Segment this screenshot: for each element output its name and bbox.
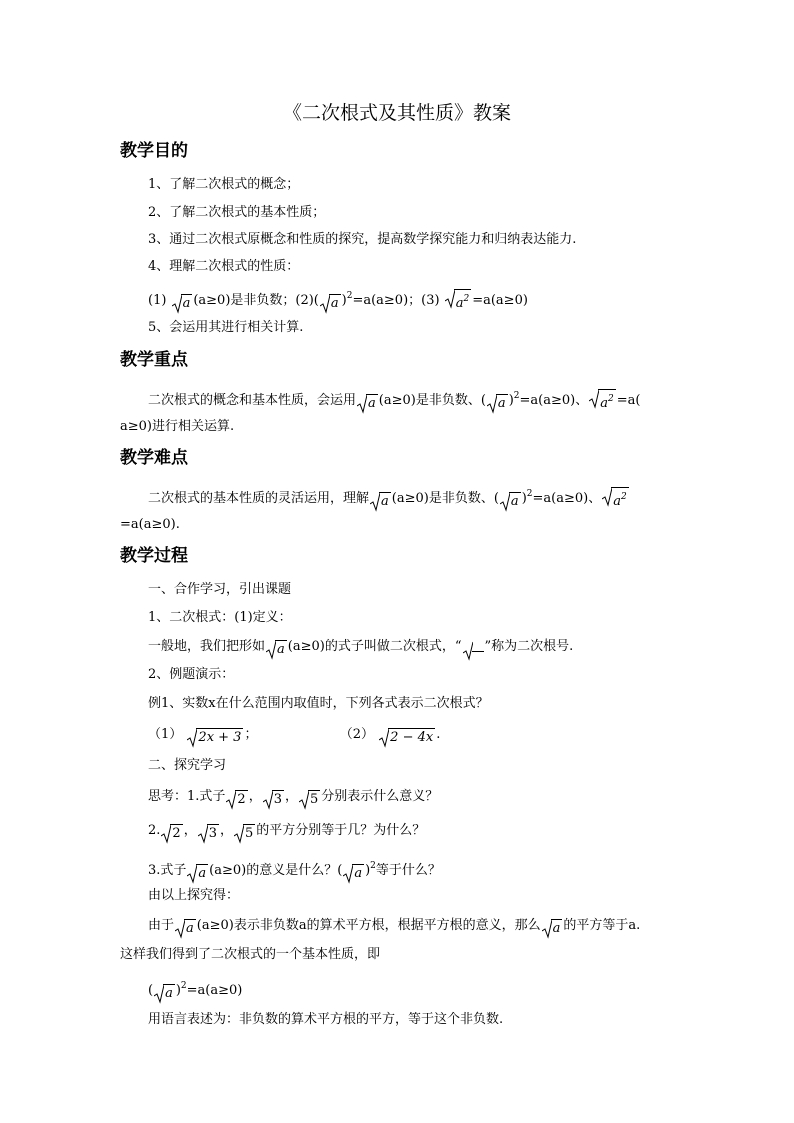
comma: ， — [248, 789, 262, 804]
formula-text: =a(a≥0) — [186, 983, 243, 998]
think3-text-3: 等于什么？ — [375, 863, 441, 878]
key-text-1: 二次根式的概念和基本性质，会运用 — [148, 393, 357, 408]
process-think-3 — [148, 857, 441, 883]
think2-text-1: 2. — [148, 823, 161, 838]
exponent: 2 — [370, 861, 376, 871]
process-step-1: 一、合作学习，引出课题 — [148, 582, 292, 597]
goal-4-part-1: (1) — [148, 293, 167, 308]
reasoning-text-2: (a≥0)表示非负数a的算术平方根，根据平方根的意义，那么 — [196, 918, 541, 933]
key-line-1 — [148, 387, 640, 413]
goal-4-part-4: =a(a≥0) — [472, 293, 528, 308]
exponent: 2 — [526, 489, 533, 499]
sqrt-symbol: a — [487, 394, 508, 413]
goal-4: 4、理解二次根式的性质： — [148, 259, 300, 274]
comma: ， — [219, 823, 233, 838]
sqrt-symbol: 2 — [226, 790, 247, 809]
sqrt-symbol: 5 — [299, 790, 320, 809]
definition-text-3: ”称为二次根号. — [484, 639, 574, 654]
process-step-2: 二、探究学习 — [148, 758, 227, 773]
exponent: 2 — [346, 291, 353, 301]
process-example-1: 例1、实数x在什么范围内取值时，下列各式表示二次根式？ — [148, 696, 489, 711]
heading-process: 教学过程 — [120, 546, 188, 566]
sqrt-symbol: 5 — [234, 824, 255, 843]
difficult-text-3: =a(a≥0)、 — [532, 491, 602, 506]
sqrt-symbol: a — [357, 394, 378, 413]
radicand-base: a — [455, 296, 464, 311]
reasoning-text-3: 的平方等于a. — [563, 918, 641, 933]
think2-text-2: 的平方分别等于几？为什么？ — [256, 823, 426, 838]
process-think-2 — [148, 822, 425, 843]
paren-close: ) — [365, 863, 371, 878]
comma: ， — [284, 789, 298, 804]
radicand-base: a — [600, 396, 608, 411]
example-label-1: （1） — [148, 727, 183, 742]
process-think-1 — [148, 788, 438, 809]
think-text-1: 思考：1.式子 — [148, 789, 226, 804]
sqrt-symbol: a — [542, 919, 563, 938]
definition-text-2: (a≥0)的式子叫做二次根式，“ — [287, 639, 462, 654]
heading-goals: 教学目的 — [120, 141, 188, 161]
radicand-exponent: 2 — [620, 492, 627, 502]
definition-text-1: 一般地，我们把形如 — [148, 639, 266, 654]
think-text-2: 分别表示什么意义？ — [321, 789, 439, 804]
process-example-title: 2、例题演示： — [148, 667, 235, 682]
heading-key: 教学重点 — [120, 350, 188, 370]
sqrt-symbol: a — [172, 294, 193, 313]
page-title: 《二次根式及其性质》教案 — [282, 102, 511, 124]
sqrt-symbol: 2x + 3 — [187, 728, 243, 747]
reasoning-text-1: 由于 — [148, 918, 175, 933]
key-line-2: a≥0)进行相关运算. — [120, 419, 235, 434]
goal-5: 5、会运用其进行相关计算. — [148, 320, 304, 335]
example-label-2: （2） — [339, 727, 375, 742]
difficult-line-1 — [148, 485, 630, 511]
sqrt-symbol — [602, 487, 629, 509]
key-text-4: =a( — [616, 393, 641, 408]
goal-2: 2、了解二次根式的基本性质； — [148, 205, 326, 220]
paren-close: ) — [508, 393, 514, 408]
heading-difficult: 教学难点 — [120, 448, 188, 468]
process-conclusion-intro: 由以上探究得： — [148, 888, 240, 903]
process-property-formula — [148, 977, 242, 1003]
goal-3: 3、通过二次根式原概念和性质的探究，提高数学探究能力和归纳表达能力. — [148, 232, 577, 247]
radicand-base: a — [613, 494, 621, 509]
example-end: . — [436, 727, 441, 742]
process-verbal-statement: 用语言表述为：非负数的算术平方根的平方，等于这个非负数. — [148, 1012, 504, 1027]
sqrt-symbol: 2 — [161, 824, 182, 843]
comma: ， — [183, 823, 197, 838]
exponent: 2 — [513, 391, 520, 401]
radicand-exponent: 2 — [463, 294, 470, 304]
difficult-line-2: =a(a≥0). — [120, 517, 180, 532]
goal-4-properties — [148, 287, 528, 313]
difficult-text-2: (a≥0)是非负数、( — [391, 491, 499, 506]
paren-open: ( — [148, 983, 154, 998]
radicand-exponent: 2 — [607, 394, 614, 404]
process-property-intro: 这样我们得到了二次根式的一个基本性质，即 — [120, 947, 381, 962]
sqrt-symbol — [445, 289, 472, 311]
key-text-3: =a(a≥0)、 — [519, 393, 589, 408]
sqrt-symbol: a — [187, 864, 208, 883]
process-example-items — [148, 726, 440, 747]
goal-1: 1、了解二次根式的概念； — [148, 177, 300, 192]
process-reasoning — [148, 917, 640, 938]
sqrt-symbol — [589, 389, 616, 411]
sqrt-symbol: 3 — [198, 824, 219, 843]
paren-close: ) — [521, 491, 527, 506]
sqrt-symbol: a — [500, 492, 521, 511]
sqrt-symbol: a — [320, 294, 341, 313]
difficult-text-1: 二次根式的基本性质的灵活运用，理解 — [148, 491, 370, 506]
sqrt-symbol: a — [370, 492, 391, 511]
exponent: 2 — [180, 981, 187, 991]
think3-text-2: (a≥0)的意义是什么？( — [209, 863, 343, 878]
goal-4-part-3: =a(a≥0)；(3) — [352, 293, 440, 308]
example-sep: ； — [244, 727, 258, 742]
radicand — [598, 389, 616, 412]
sqrt-symbol: a — [175, 919, 196, 938]
radical-sign-icon — [463, 641, 484, 660]
radicand — [611, 487, 629, 510]
think3-text-1: 3.式子 — [148, 863, 187, 878]
sqrt-symbol: a — [154, 984, 175, 1003]
sqrt-symbol: 3 — [263, 790, 284, 809]
process-definition — [148, 638, 573, 660]
key-text-2: (a≥0)是非负数、( — [378, 393, 486, 408]
process-definition-title: 1、二次根式：(1)定义： — [148, 610, 292, 625]
sqrt-symbol: 2 − 4x — [379, 728, 435, 747]
goal-4-part-2: (a≥0)是非负数；(2)( — [193, 293, 319, 308]
paren-close: ) — [341, 293, 347, 308]
sqrt-symbol: a — [343, 864, 364, 883]
sqrt-symbol: a — [266, 640, 287, 659]
paren-close: ) — [175, 983, 181, 998]
radicand — [454, 289, 472, 312]
empty-radicand — [472, 651, 484, 653]
